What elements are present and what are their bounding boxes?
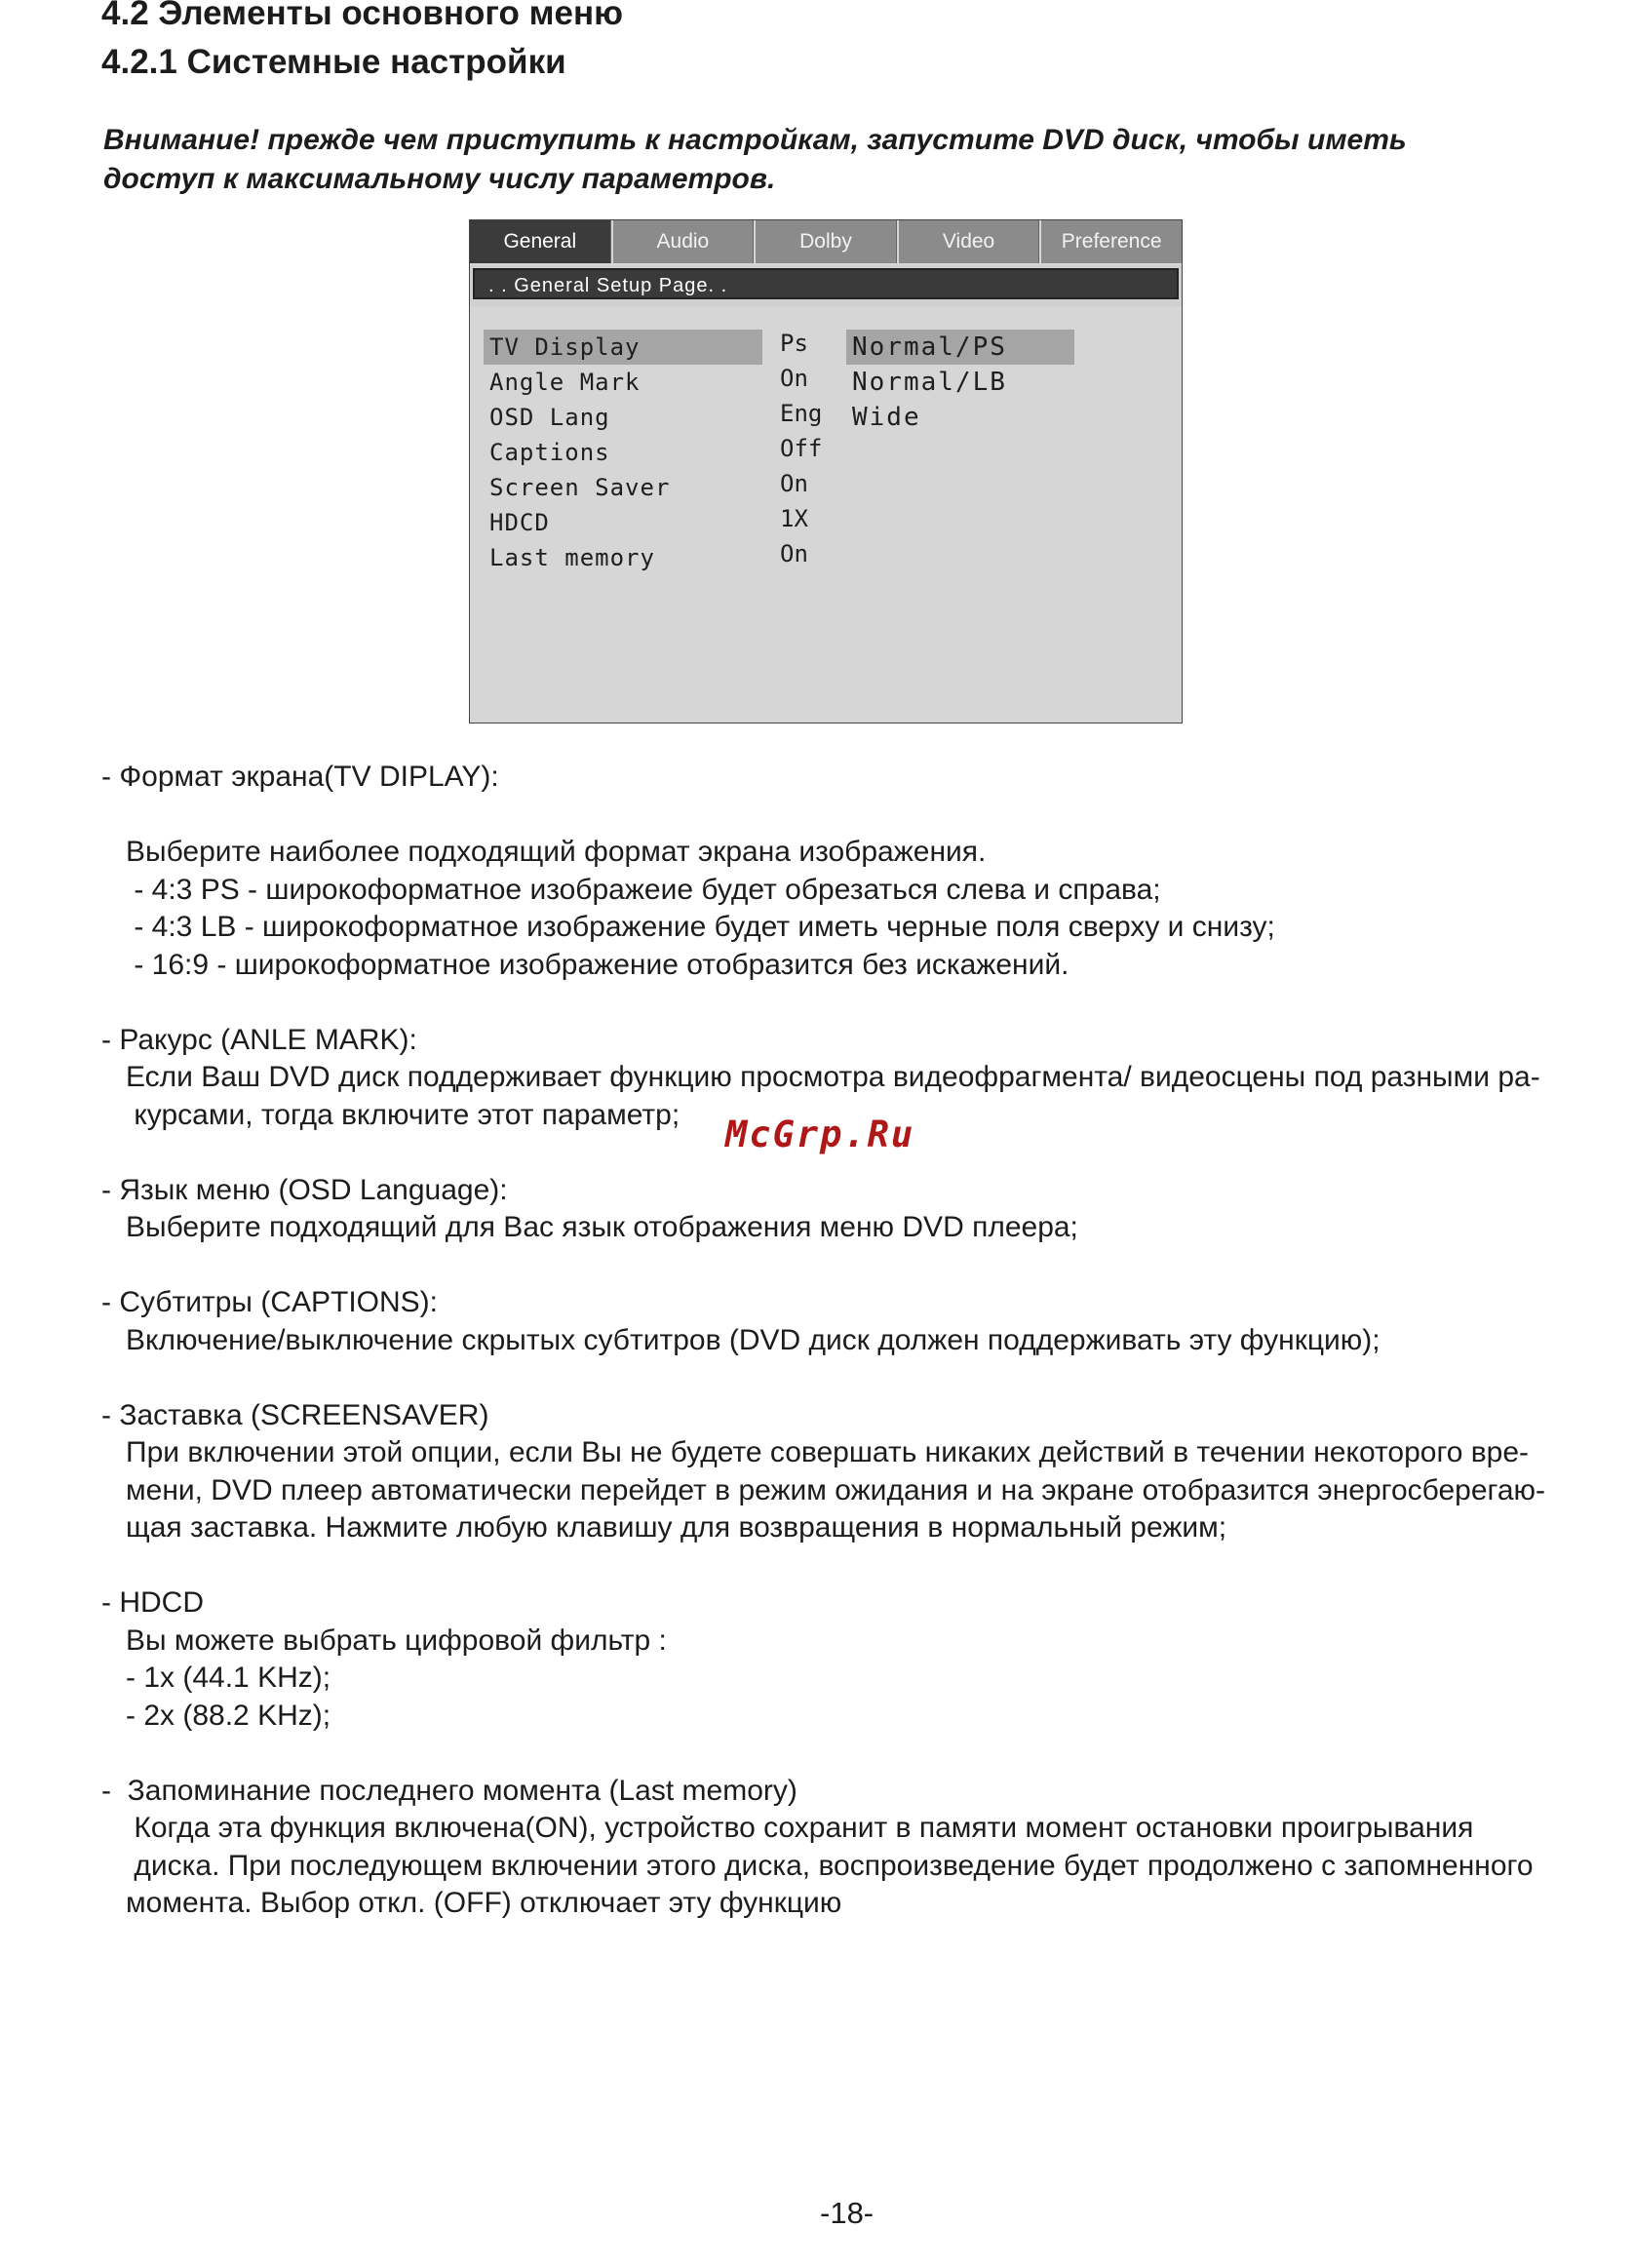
tab-general[interactable]: General [470, 220, 611, 263]
text-line: Включение/выключение скрытых субтитров (DVD диск должен поддерживать эту функцию); [101, 1323, 1380, 1356]
option-normal-lb[interactable]: Normal/LB [852, 368, 1007, 397]
option-normal-ps[interactable]: Normal/PS [846, 330, 1074, 365]
text-line: - 4:3 PS - широкоформатное изображеие будет обрезаться слева и справа; [101, 873, 1161, 906]
menu-value-list [780, 326, 822, 571]
text-line: - Формат экрана(TV DIPLAY): [101, 761, 499, 793]
menu-tabs [470, 220, 1182, 265]
text-line: - Заставка (SCREENSAVER) [101, 1398, 489, 1431]
value-screen-saver: On [780, 470, 808, 497]
dvd-setup-menu-screenshot [469, 219, 1183, 723]
warning-note [103, 121, 1546, 199]
text-line: Если Ваш DVD диск поддерживает функцию просмотра видеофрагмента/ видеосцены под разными ра- [101, 1061, 1540, 1093]
value-hdcd: 1X [780, 505, 808, 532]
setup-page-bar [470, 265, 1182, 306]
text-line: мени, DVD плеер автоматически перейдет в режим ожидания и на экране отобразится энергосберегаю- [101, 1473, 1546, 1506]
menu-item-list [484, 330, 762, 575]
subsection-title: 4.2.1 Системные настройки [101, 43, 566, 81]
setup-page-title: . . General Setup Page. . [473, 268, 1179, 299]
value-last-memory: On [780, 540, 808, 567]
text-line: Когда эта функция включена(ON), устройство сохранит в памяти момент остановки проигрывания [101, 1812, 1474, 1844]
menu-item-angle-mark[interactable]: Angle Mark [489, 369, 641, 396]
option-wide[interactable]: Wide [852, 403, 921, 432]
text-line: - 1x (44.1 KHz); [101, 1662, 331, 1694]
text-line: Выберите подходящий для Вас язык отображения меню DVD плеера; [101, 1211, 1078, 1243]
section-title: 4.2 Элементы основного меню [101, 0, 623, 32]
text-line: Выберите наиболее подходящий формат экрана изображения. [101, 836, 987, 868]
text-line: - Ракурс (ANLE MARK): [101, 1023, 417, 1056]
warning-line-1: Внимание! прежде чем приступить к настройкам, запустите DVD диск, чтобы иметь [103, 124, 1407, 156]
tab-audio[interactable]: Audio [613, 220, 755, 263]
menu-item-captions[interactable]: Captions [489, 439, 610, 466]
text-line: момента. Выбор откл. (OFF) отключает эту функцию [101, 1887, 842, 1919]
body-text [101, 759, 1633, 1923]
text-line: - Язык меню (OSD Language): [101, 1173, 508, 1206]
text-line: курсами, тогда включите этот параметр; [101, 1098, 680, 1131]
tab-video[interactable]: Video [899, 220, 1040, 263]
menu-item-osd-lang[interactable]: OSD Lang [489, 404, 610, 431]
text-line: Вы можете выбрать цифровой фильтр : [101, 1623, 667, 1657]
value-tv-display: Ps [780, 330, 808, 357]
text-line: диска. При последующем включении этого диска, воспроизведение будет продолжено с запомненного [101, 1849, 1534, 1882]
menu-item-last-memory[interactable]: Last memory [489, 544, 655, 571]
value-osd-lang: Eng [780, 400, 823, 427]
text-line: - 4:3 LB - широкоформатное изображение будет иметь черные поля сверху и снизу; [101, 911, 1275, 943]
value-captions: Off [780, 435, 823, 462]
text-line [101, 1247, 1633, 1285]
option-list [846, 330, 1074, 435]
menu-item-screen-saver[interactable]: Screen Saver [489, 474, 671, 501]
tab-dolby[interactable]: Dolby [756, 220, 897, 263]
page-number: -18- [820, 2196, 875, 2230]
text-line: щая заставка. Нажмите любую клавишу для возвращения в нормальный режим; [101, 1511, 1227, 1544]
warning-line-2: доступ к максимальному числу параметров. [103, 163, 776, 195]
menu-item-tv-display[interactable]: TV Display [484, 330, 762, 365]
text-line: При включении этой опции, если Вы не будете совершать никаких действий в течении некоторого вре- [101, 1436, 1530, 1468]
text-line [101, 984, 1633, 1022]
watermark: McGrp.Ru [725, 1114, 915, 1155]
text-line [101, 1735, 1633, 1773]
menu-item-hdcd[interactable]: HDCD [489, 509, 550, 536]
text-line: - HDCD [101, 1586, 204, 1619]
text-line [101, 1547, 1633, 1585]
text-line: - Запоминание последнего момента (Last memory) [101, 1774, 797, 1807]
value-angle-mark: On [780, 365, 808, 392]
text-line: - Субтитры (CAPTIONS): [101, 1286, 438, 1318]
text-line [101, 797, 1633, 835]
text-line: - 2x (88.2 KHz); [101, 1699, 331, 1732]
tab-preference[interactable]: Preference [1041, 220, 1182, 263]
text-line [101, 1359, 1633, 1397]
text-line: - 16:9 - широкоформатное изображение отобразится без искажений. [101, 948, 1069, 981]
